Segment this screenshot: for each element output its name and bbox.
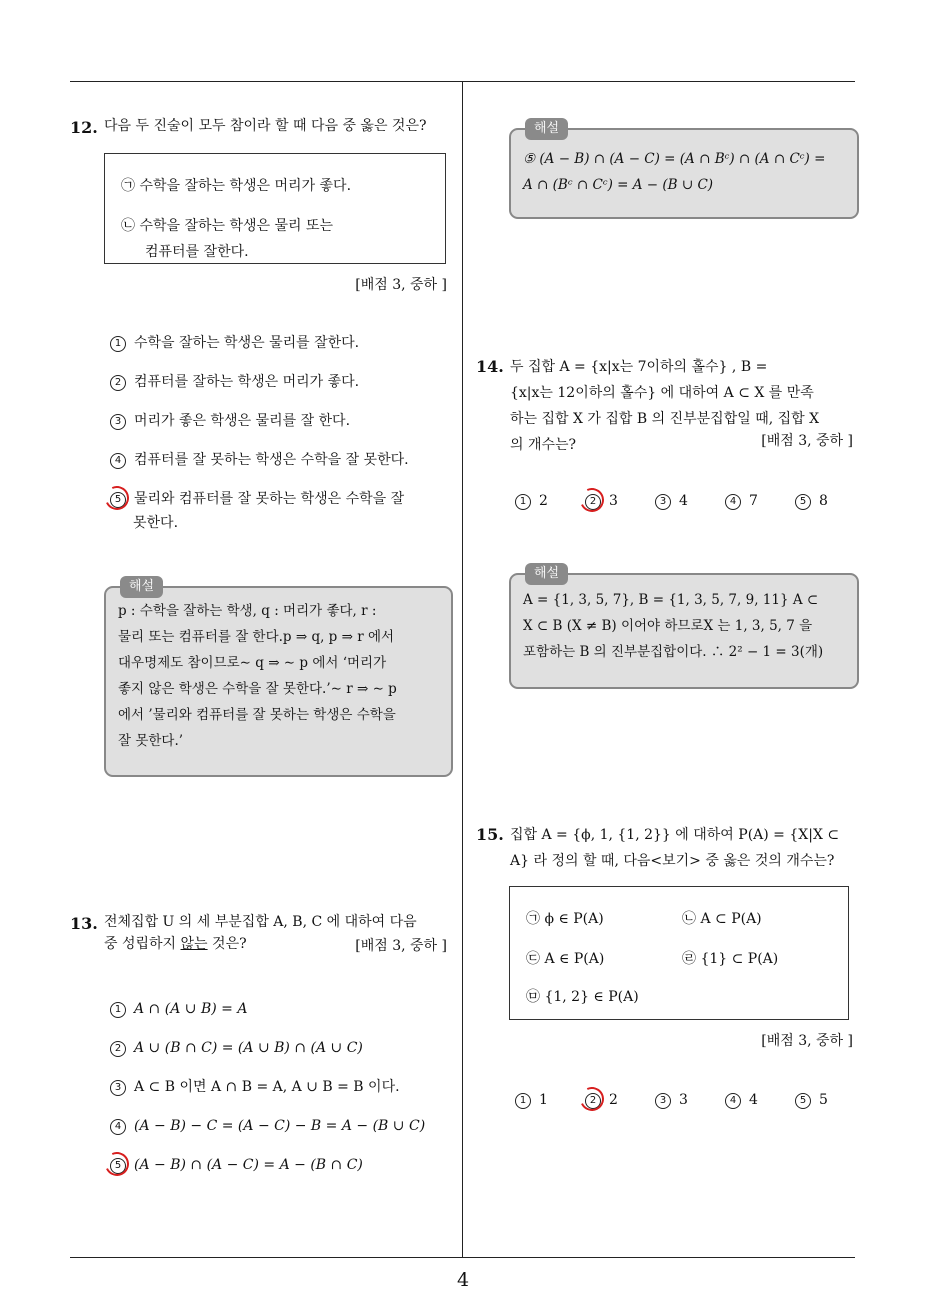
- choice-1[interactable]: [110, 333, 359, 355]
- bottom-rule: [70, 1257, 855, 1258]
- solution-text: [523, 146, 845, 198]
- choice-number-3: 3: [655, 1093, 671, 1109]
- premise-2: ㉡ 수학을 잘하는 학생은 물리 또는: [121, 218, 334, 234]
- choice-number-5: 5: [110, 492, 126, 508]
- choice-number-1: 1: [110, 1002, 126, 1018]
- choice-text: 3: [609, 493, 618, 509]
- choice-number-2: 2: [110, 375, 126, 391]
- solution-box-q14: [509, 566, 859, 689]
- choice-number-1: 1: [515, 494, 531, 510]
- score-label: [배점 3, 중하 ]: [761, 1033, 853, 1049]
- solution-line: 물리 또는 컴퓨터를 잘 한다.p ⇒ q, p ⇒ r 에서: [118, 629, 395, 645]
- solution-line: 좋지 않은 학생은 수학을 잘 못한다.’∼ r ⇒ ∼ p: [118, 681, 397, 697]
- choice-number-2: 2: [110, 1041, 126, 1057]
- choice-3[interactable]: [655, 1090, 688, 1112]
- choice-number-3: 3: [655, 494, 671, 510]
- solution-tab: 해설: [525, 118, 568, 140]
- view-item: ㉣ {1} ⊂ P(A): [682, 951, 779, 967]
- solution-tab: 해설: [120, 576, 163, 598]
- choice-number-5: 5: [110, 1158, 126, 1174]
- solution-text: [118, 598, 439, 754]
- choice-1[interactable]: [110, 999, 247, 1021]
- solution-line: 대우명제도 참이므로∼ q ⇒ ∼ p 에서 ‘머리가: [118, 655, 387, 671]
- solution-box-q13: [509, 121, 859, 219]
- choice-3[interactable]: [110, 411, 350, 433]
- question-number: 15.: [476, 825, 504, 844]
- choice-4[interactable]: [725, 491, 758, 513]
- solution-line: 포함하는 B 의 진부분집합이다. ∴ 2² − 1 = 3(개): [523, 644, 824, 660]
- view-box: [509, 886, 849, 1020]
- question-12: [70, 116, 455, 138]
- choice-number-3: 3: [110, 1080, 126, 1096]
- choice-text: 3: [679, 1092, 688, 1108]
- view-item: ㉠ ϕ ∈ P(A): [526, 911, 604, 927]
- choice-number-4: 4: [110, 453, 126, 469]
- question-number: 12.: [70, 118, 98, 137]
- text-segment: 중 성립하지: [104, 935, 181, 952]
- solution-tab: 해설: [525, 563, 568, 585]
- choice-3[interactable]: [655, 491, 688, 513]
- choice-text: A ∪ (B ∩ C) = (A ∪ B) ∩ (A ∪ C): [134, 1040, 363, 1056]
- choice-text: 2: [609, 1092, 618, 1108]
- question-text-line: A} 라 정의 할 때, 다음<보기> 중 옳은 것의 개수는?: [510, 853, 835, 869]
- score-label: [배점 3, 중하 ]: [761, 433, 853, 449]
- choice-1[interactable]: [515, 491, 548, 513]
- question-number: 13.: [70, 914, 98, 933]
- choice-4[interactable]: [110, 450, 409, 472]
- premise-box: [104, 153, 446, 264]
- choice-text: 8: [819, 493, 828, 509]
- score-label: [배점 3, 중하 ]: [355, 277, 447, 293]
- view-item: ㉡ A ⊂ P(A): [682, 911, 762, 927]
- column-divider: [462, 81, 463, 1257]
- score-label: [배점 3, 중하 ]: [355, 938, 447, 954]
- solution-line: ⑤ (A − B) ∩ (A − C) = (A ∩ Bᶜ) ∩ (A ∩ Cᶜ) =: [523, 151, 826, 167]
- choice-5[interactable]: [110, 489, 404, 511]
- solution-line: X ⊂ B (X ≠ B) 이어야 하므로X 는 1, 3, 5, 7 을: [523, 618, 813, 634]
- view-item: ㉤ {1, 2} ∈ P(A): [526, 989, 639, 1005]
- choice-number-1: 1: [110, 336, 126, 352]
- view-item: ㉢ A ∈ P(A): [526, 951, 605, 967]
- question-15: [476, 822, 854, 874]
- choice-4[interactable]: [725, 1090, 758, 1112]
- choice-5[interactable]: [795, 1090, 828, 1112]
- choice-number-4: 4: [110, 1119, 126, 1135]
- choice-number-2: 2: [585, 1093, 601, 1109]
- choice-text: 머리가 좋은 학생은 물리를 잘 한다.: [134, 413, 351, 429]
- text-segment: 것은?: [207, 935, 247, 952]
- choice-number-2: 2: [585, 494, 601, 510]
- choice-text: 4: [679, 493, 688, 509]
- choice-text: 5: [819, 1092, 828, 1108]
- premise-1: ㉠ 수학을 잘하는 학생은 머리가 좋다.: [121, 178, 352, 194]
- question-text-line: {x|x는 12이하의 홀수} 에 대하여 A ⊂ X 를 만족: [510, 385, 814, 401]
- question-text-line: 하는 집합 X 가 집합 B 의 진부분집합일 때, 집합 X: [510, 411, 820, 427]
- solution-line: 잘 못한다.’: [118, 733, 184, 749]
- question-number: 14.: [476, 357, 504, 376]
- choice-text: 물리와 컴퓨터를 잘 못하는 학생은 수학을 잘: [134, 491, 405, 507]
- choice-2[interactable]: [110, 372, 359, 394]
- solution-line: A ∩ (Bᶜ ∩ Cᶜ) = A − (B ∪ C): [523, 177, 714, 193]
- choice-text: 2: [539, 493, 548, 509]
- choice-text: 컴퓨터를 잘 못하는 학생은 수학을 잘 못한다.: [134, 452, 409, 468]
- question-text-line: 집합 A = {ϕ, 1, {1, 2}} 에 대하여 P(A) = {X|X ⊂: [510, 827, 840, 843]
- question-text-line-1: 전체집합 U 의 세 부분집합 A, B, C 에 대하여 다음: [104, 914, 417, 930]
- choice-text: 1: [539, 1092, 548, 1108]
- choice-text: A ∩ (A ∪ B) = A: [134, 1001, 248, 1017]
- question-text-line: 두 집합 A = {x|x는 7이하의 홀수} , B =: [510, 359, 768, 375]
- choice-2[interactable]: [110, 1038, 363, 1060]
- choice-number-5: 5: [795, 1093, 811, 1109]
- solution-box-q12: [104, 579, 453, 777]
- solution-line: A = {1, 3, 5, 7}, B = {1, 3, 5, 7, 9, 11} A ⊂: [523, 592, 819, 608]
- choice-3[interactable]: [110, 1077, 400, 1099]
- choice-text: 수학을 잘하는 학생은 물리를 잘한다.: [134, 335, 360, 351]
- choice-text: (A − B) − C = (A − C) − B = A − (B ∪ C): [134, 1118, 426, 1134]
- question-text: 다음 두 진술이 모두 참이라 할 때 다음 중 옳은 것은?: [104, 118, 427, 134]
- choice-text: 4: [749, 1092, 758, 1108]
- choice-text: 7: [749, 493, 758, 509]
- choice-text: (A − B) ∩ (A − C) = A − (B ∩ C): [134, 1157, 363, 1173]
- choice-1[interactable]: [515, 1090, 548, 1112]
- choice-5-cont: 못한다.: [133, 515, 179, 531]
- underlined-text: 않는: [180, 935, 208, 952]
- choice-5[interactable]: [795, 491, 828, 513]
- page-number: 4: [456, 1269, 470, 1291]
- solution-text: [523, 587, 845, 665]
- solution-line: p : 수학을 잘하는 학생, q : 머리가 좋다, r :: [118, 603, 377, 619]
- choice-number-5: 5: [795, 494, 811, 510]
- choice-number-4: 4: [725, 494, 741, 510]
- solution-line: 에서 ’물리와 컴퓨터를 잘 못하는 학생은 수학을: [118, 707, 396, 723]
- choice-text: A ⊂ B 이면 A ∩ B = A, A ∪ B = B 이다.: [134, 1079, 400, 1095]
- choice-5[interactable]: [110, 1155, 363, 1177]
- choice-number-4: 4: [725, 1093, 741, 1109]
- choice-4[interactable]: [110, 1116, 425, 1138]
- premise-2-cont: 컴퓨터를 잘한다.: [145, 244, 249, 260]
- question-text-line: 의 개수는?: [510, 437, 577, 453]
- choice-text: 컴퓨터를 잘하는 학생은 머리가 좋다.: [134, 374, 360, 390]
- choice-number-3: 3: [110, 414, 126, 430]
- choice-number-1: 1: [515, 1093, 531, 1109]
